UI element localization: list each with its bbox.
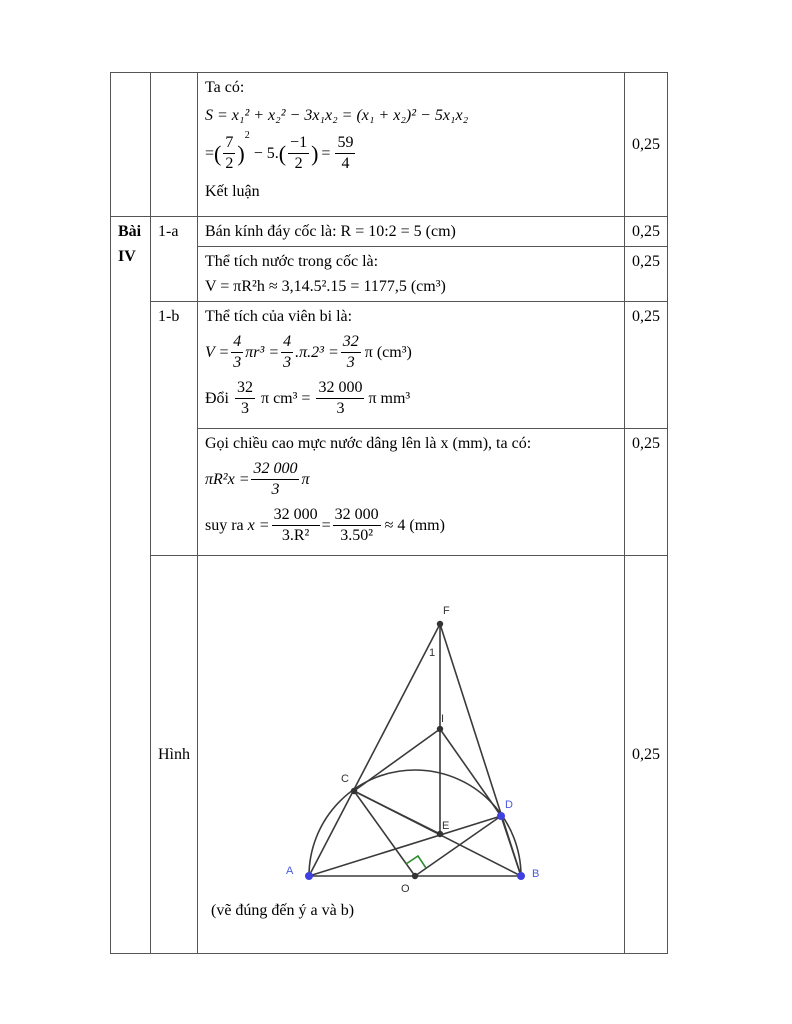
point-c xyxy=(351,788,357,794)
geometry-figure xyxy=(205,580,617,896)
fraction: $\frac{59}{4}$ xyxy=(337,133,354,172)
segment-fa xyxy=(309,624,440,876)
intro-text: Ta có: xyxy=(205,79,245,96)
figure-label: Hình xyxy=(151,556,198,954)
point-a xyxy=(305,872,313,880)
point-o xyxy=(412,873,418,879)
label-c: C xyxy=(341,773,349,785)
row-continuation xyxy=(111,73,668,217)
fraction: $\frac{4}{3}$ xyxy=(233,332,242,371)
formula-eval: = ( $\frac{7}{2}$ ) 2 − 5. ( $\frac{-1}{2}$ ) = $\frac{59}{4}$ xyxy=(205,130,354,172)
label-a: A xyxy=(286,865,294,877)
score-cell: 0,25 xyxy=(625,73,668,217)
content-cell xyxy=(198,73,625,217)
label-angle-1: 1 xyxy=(429,647,436,659)
segment-od xyxy=(415,816,501,876)
formula-s: S = x₁² + x₂² − 3x₁x₂ = (x₁ + x₂)² − 5x₁x₂ xyxy=(205,106,469,124)
point-b xyxy=(517,872,525,880)
fraction: $\frac{4}{3}$ xyxy=(283,332,292,371)
figure-cell xyxy=(198,556,625,954)
score-cell: 0,25 xyxy=(625,302,668,429)
conversion-formula: Đổi $\frac{32}{3}$ π cm³ = $\frac{32 000}{3}$ π mm³ xyxy=(205,378,411,417)
radius-text: Bán kính đáy cốc là: R = 10:2 = 5 (cm) xyxy=(198,217,625,247)
part-label-1a: 1-a xyxy=(151,217,198,302)
score-cell: 0,25 xyxy=(625,247,668,302)
row-1b-ball xyxy=(111,302,668,429)
point-f xyxy=(437,621,443,627)
conclusion-text: Kết luận xyxy=(205,183,260,200)
segment-ad xyxy=(309,816,501,876)
content-cell: Thể tích của viên bi là: V = $\frac{4}{3}$ πr³ = $\frac{4}{3}$ .π.2³ = $\frac{32}{3}$ π (cm³) Đổi $\frac{32}{3}$ π cm³ = $\frac{32 000}{3}$ π mm³ xyxy=(198,302,625,429)
fraction: $\frac{-1}{2}$ xyxy=(290,133,308,172)
score-cell: 0,25 xyxy=(625,556,668,954)
figure-points xyxy=(305,621,525,880)
figure-note: (vẽ đúng đến ý a và b) xyxy=(211,902,355,919)
height-equation: πR²x = $\frac{32 000}{3}$ π xyxy=(205,459,310,498)
ball-volume-formula: V = $\frac{4}{3}$ πr³ = $\frac{4}{3}$ .π.2³ = $\frac{32}{3}$ π (cm³) xyxy=(205,332,412,371)
segment-ce xyxy=(354,791,440,834)
label-d: D xyxy=(505,799,513,811)
label-b: B xyxy=(532,868,540,880)
label-i: I xyxy=(441,713,445,725)
fraction: $\frac{32 000}{3}$ xyxy=(318,378,363,417)
section-label-cell: Bài IV xyxy=(111,217,151,954)
point-d xyxy=(497,812,505,820)
label-f: F xyxy=(443,605,450,617)
content-cell: Thể tích nước trong cốc là: V = πR²h ≈ 3,14.5².15 = 1177,5 (cm³) xyxy=(198,247,625,302)
label-o: O xyxy=(401,883,410,895)
row-figure xyxy=(111,556,668,954)
right-angle-mark xyxy=(406,856,426,868)
score-cell: 0,25 xyxy=(625,217,668,247)
fraction: $\frac{32 000}{\text{3.50²}}$ xyxy=(334,505,379,544)
height-result: suy ra x = $\frac{32 000}{\text{3.R²}}$ = $\frac{32 000}{\text{3.50²}}$ ≈ 4 (mm) xyxy=(205,505,445,544)
empty-cell xyxy=(151,73,198,217)
score-cell: 0,25 xyxy=(625,429,668,556)
figure-lines xyxy=(309,624,521,876)
point-i xyxy=(437,726,443,732)
fraction: $\frac{7}{2}$ xyxy=(225,133,234,172)
part-label-1b: 1-b xyxy=(151,302,198,556)
volume-formula: V = πR²h ≈ 3,14.5².15 = 1177,5 (cm³) xyxy=(205,278,446,295)
row-1a-radius xyxy=(111,217,668,247)
content-cell: Gọi chiều cao mực nước dâng lên là x (mm), ta có: πR²x = $\frac{32 000}{3}$ π suy ra x = $\frac{32 000}{\text{3.R²}}$ = $\frac{32 000}{\text{3.50²}}$ ≈ 4 (mm) xyxy=(198,429,625,556)
fraction: $\frac{32 000}{3}$ xyxy=(253,459,298,498)
solution-table xyxy=(110,72,668,954)
fraction: $\frac{32}{3}$ xyxy=(237,378,253,417)
fraction: $\frac{32}{3}$ xyxy=(342,332,359,371)
fraction: $\frac{32 000}{\text{3.R²}}$ xyxy=(273,505,318,544)
segment-id xyxy=(440,729,501,816)
segment-ci xyxy=(354,729,440,791)
label-e: E xyxy=(442,820,450,832)
figure-labels xyxy=(286,605,539,895)
empty-cell xyxy=(111,73,151,217)
